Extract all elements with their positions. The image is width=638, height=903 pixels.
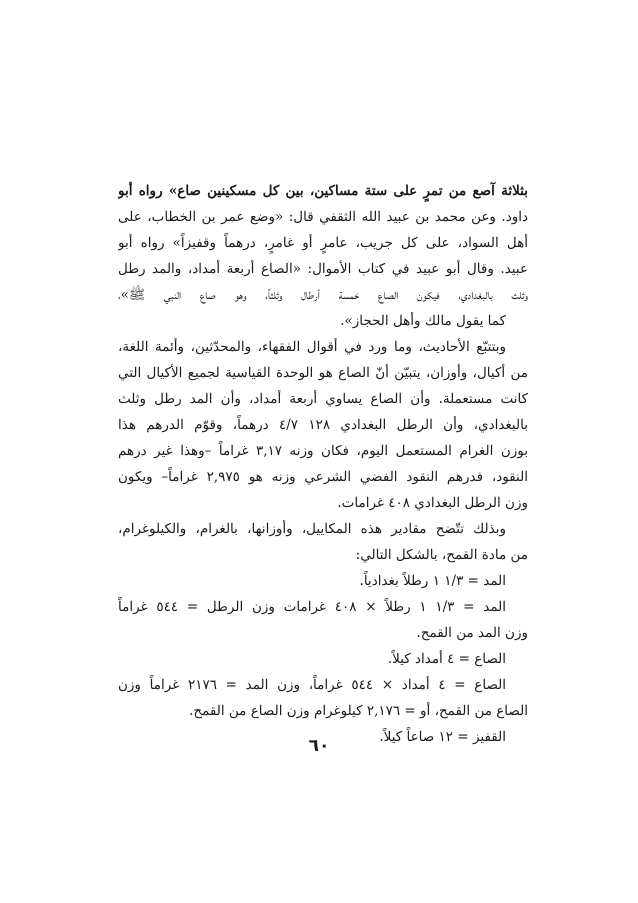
page-number: ٦٠ (308, 736, 330, 756)
text-line-3: أهل السواد، على كل جريب، عامرٍ أو غامرٍ، درهماً وقفيزاً» رواه أبو (118, 235, 528, 251)
text-line-7: وبتتبّع الأحاديث، وما ورد في أقوال الفقهاء، والمحدّثين، وأئمة اللغة، (118, 339, 506, 355)
text-line-11: بوزن الغرام المستعمل اليوم، فكان وزنه ٣,١٧ غراماً –وهذا غير درهم (118, 443, 528, 459)
text-line-20: الصاع = ٤ أمداد × ٥٤٤ غراماً، وزن المد = ٢١٧٦ غراماً وزن (118, 677, 507, 693)
text-line-15: من مادة القمح، بالشكل التالي: (355, 547, 528, 563)
text-line-9: كانت مستعملة. وأن الصاع يساوي أربعة أمداد، وأن المد رطل وثلث (118, 391, 528, 407)
text-line-22: القفيز = ١٢ صاعاً كيلاً. (379, 729, 506, 745)
text-line-5: وثلث بالبغدادي، فيكون الصاع خمسة أرطال وثلثاً، وهو صاع النبي ﷺ»، (118, 287, 528, 303)
text-line-17: المد = ١/٣ ١ رطلاً × ٤٠٨ غرامات وزن الرطل = ٥٤٤ غراماً (118, 599, 506, 615)
text-line-14: وبذلك تتّضح مقادير هذه المكاييل، وأوزانها، بالغرام، والكيلوغرام، (118, 521, 506, 537)
text-line-2: داود. وعن محمد بن عبيد الله الثقفي قال: «وضع عمر بن الخطاب، على (118, 209, 528, 225)
text-line-8: من أكيال، وأوزان، يتبيّن أنّ الصاع هو الوحدة القياسية لجميع الأكيال التي (118, 365, 528, 381)
body-text (118, 178, 528, 750)
text-line-18: وزن المد من القمح. (416, 625, 528, 641)
text-line-13: وزن الرطل البغدادي ٤٠٨ غرامات. (337, 495, 528, 511)
text-line-6: كما يقول مالك وأهل الحجاز». (340, 313, 506, 329)
text-line-12: النقود، فدرهم النقود الفضي الشرعي وزنه هو ٢,٩٧٥ غراماً– ويكون (118, 469, 528, 485)
text-line-19: الصاع = ٤ أمداد كيلاً. (387, 651, 506, 667)
text-line-21: الصاع من القمح، أو = ٢,١٧٦ كيلوغرام وزن الصاع من القمح. (189, 703, 528, 719)
text-line-16: المد = ١/٣ ١ رطلاً بغدادياً. (359, 573, 506, 589)
text-line-1: بثلاثة آصع من تمرٍ على ستة مساكين، بين كل مسكينين صاع» رواه أبو (118, 183, 528, 199)
text-line-10: بالبغدادي، وأن الرطل البغدادي ١٢٨ ٤/٧ درهماً، وقوّم الدرهم هذا (118, 417, 528, 433)
text-line-4: عبيد. وقال أبو عبيد في كتاب الأموال: «الصاع أربعة أمداد، والمد رطل (118, 261, 528, 277)
